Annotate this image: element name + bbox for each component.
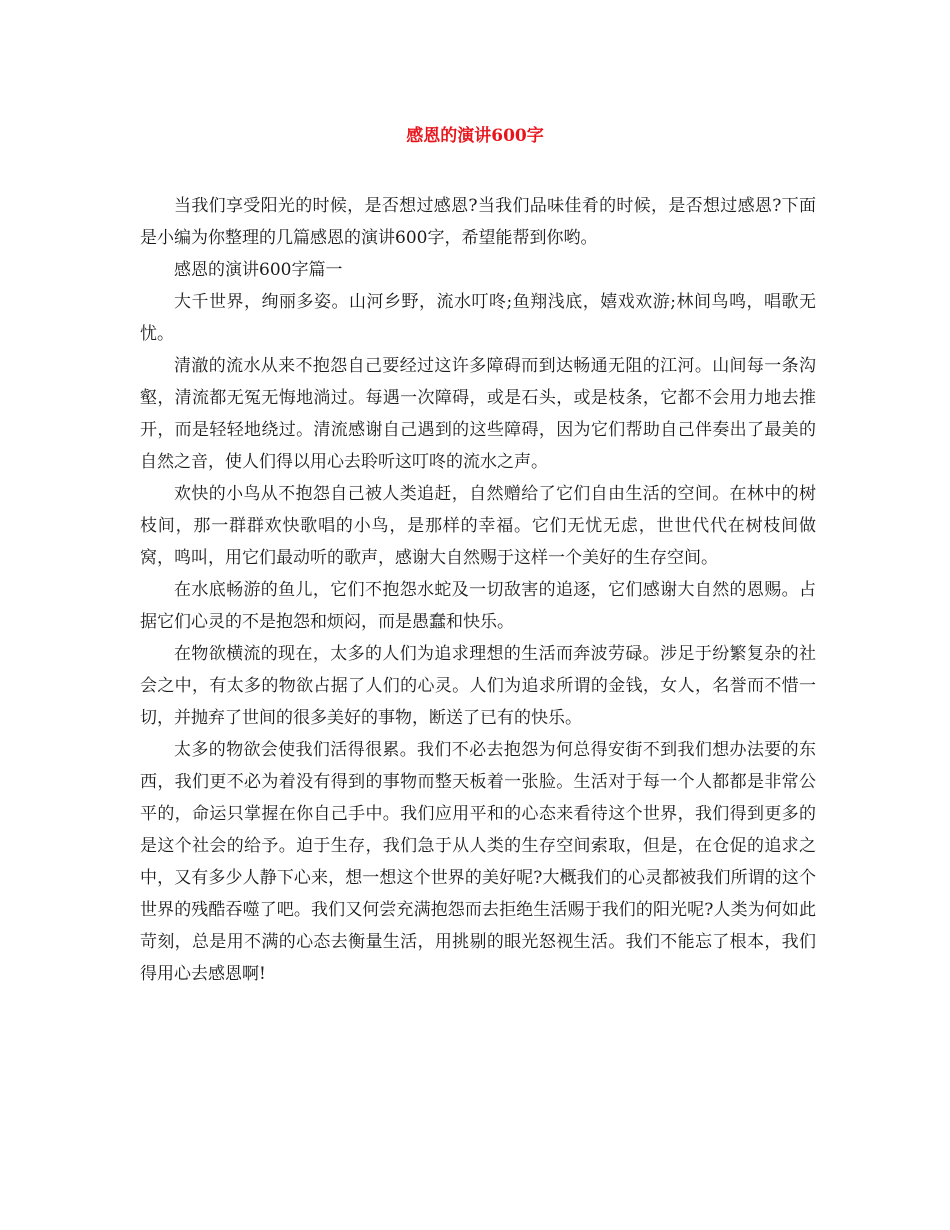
paragraph-intro: 当我们享受阳光的时候，是否想过感恩?当我们品味佳肴的时候，是否想过感恩?下面是小编为你整理的几篇感恩的演讲600字，希望能帮到你哟。 bbox=[140, 196, 816, 248]
paragraph: 太多的物欲会使我们活得很累。我们不必去抱怨为何总得安街不到我们想办法要的东西，我们更不必为着没有得到的事物而整天板着一张脸。生活对于每一个人都都是非常公平的，命运只掌握在你自己手中。我们应用平和的心态来看待这个世界，我们得到更多的是这个社会的给予。迫于生存，我们急于从人类的生存空间索取，但是，在仓促的追求之中，又有多少人静下心来，想一想这个世界的美好呢?大概我们的心灵都被我们所谓的这个世界的残酷吞噬了吧。我们又何尝充满抱怨而去拒绝生活赐于我们的阳光呢?人类为何如此苛刻，总是用不满的心态去衡量生活，用挑剔的眼光怒视生活。我们不能忘了根本，我们得用心去感恩啊! bbox=[140, 740, 816, 984]
paragraph: 欢快的小鸟从不抱怨自己被人类追赶，自然赠给了它们自由生活的空间。在林中的树枝间，那一群群欢快歌唱的小鸟，是那样的幸福。它们无忧无虑，世世代代在树枝间做窝，鸣叫，用它们最动听的歌声，感谢大自然赐于这样一个美好的生存空间。 bbox=[140, 484, 816, 568]
paragraph: 在水底畅游的鱼儿，它们不抱怨水蛇及一切敌害的追逐，它们感谢大自然的恩赐。占据它们心灵的不是抱怨和烦闷，而是愚蠢和快乐。 bbox=[140, 580, 816, 632]
section-heading: 感恩的演讲600字篇一 bbox=[174, 260, 343, 280]
paragraph: 在物欲横流的现在，太多的人们为追求理想的生活而奔波劳碌。涉足于纷繁复杂的社会之中，有太多的物欲占据了人们的心灵。人们为追求所谓的金钱，女人，名誉而不惜一切，并抛弃了世间的很多美好的事物，断送了已有的快乐。 bbox=[140, 644, 816, 728]
paragraph: 清澈的流水从来不抱怨自己要经过这许多障碍而到达畅通无阻的江河。山间每一条沟壑，清流都无冤无悔地淌过。每遇一次障碍，或是石头，或是枝条，它都不会用力地去推开，而是轻轻地绕过。清流感谢自己遇到的这些障碍，因为它们帮助自己伴奏出了最美的自然之音，使人们得以用心去聆听这叮咚的流水之声。 bbox=[140, 356, 816, 472]
paragraph: 大千世界，绚丽多姿。山河乡野，流水叮咚;鱼翔浅底，嬉戏欢游;林间鸟鸣，唱歌无忧。 bbox=[140, 292, 816, 344]
document-title: 感恩的演讲600字 bbox=[406, 126, 544, 146]
document-body bbox=[140, 190, 816, 990]
